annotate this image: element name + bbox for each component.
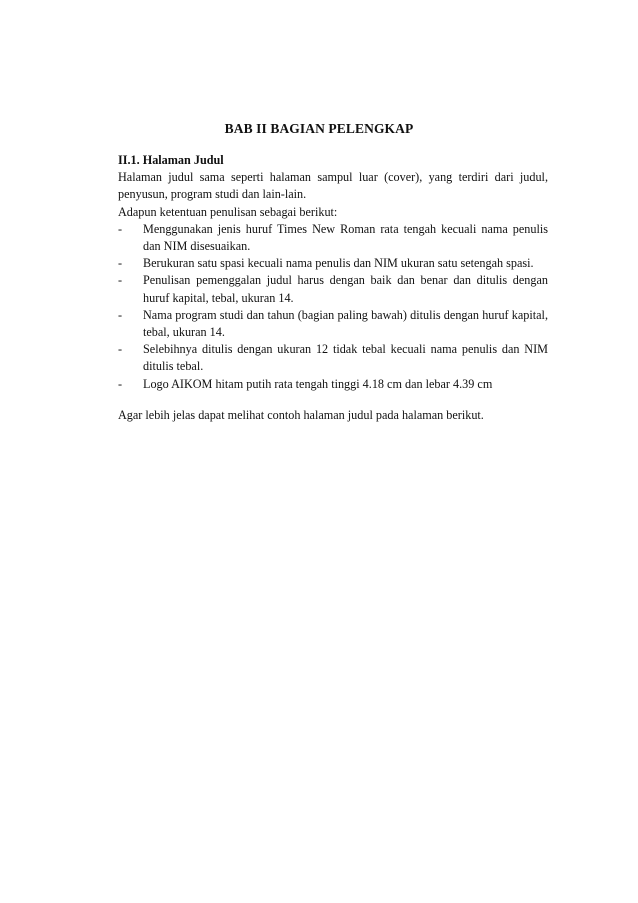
list-item-text: Menggunakan jenis huruf Times New Roman rata tengah kecuali nama penulis dan NIM disesuaikan. <box>143 221 548 254</box>
chapter-title: BAB II BAGIAN PELENGKAP <box>224 121 414 136</box>
list-item <box>118 307 548 341</box>
list-item-text: Berukuran satu spasi kecuali nama penulis dan NIM ukuran satu setengah spasi. <box>143 256 534 271</box>
rules-intro: Adapun ketentuan penulisan sebagai berikut: <box>118 204 338 219</box>
list-item-text: Logo AIKOM hitam putih rata tengah tinggi 4.18 cm dan lebar 4.39 cm <box>143 376 493 391</box>
list-item-text: Penulisan pemenggalan judul harus dengan baik dan benar dan ditulis dengan huruf kapital, tebal, ukuran 14. <box>143 273 548 305</box>
bullet-marker: - <box>118 273 123 288</box>
list-item-text: Selebihnya ditulis dengan ukuran 12 tidak tebal kecuali nama penulis dan NIM ditulis tebal. <box>143 342 548 374</box>
bullet-marker: - <box>118 376 123 391</box>
list-item <box>118 376 548 393</box>
closing-paragraph: Agar lebih jelas dapat melihat contoh halaman judul pada halaman berikut. <box>118 407 484 422</box>
list-item <box>118 272 548 306</box>
bullet-marker: - <box>118 256 123 271</box>
list-item-text: Nama program studi dan tahun (bagian paling bawah) ditulis dengan huruf kapital, tebal, ukuran 14. <box>143 307 548 340</box>
list-item <box>118 255 548 272</box>
list-item <box>118 341 548 375</box>
intro-paragraph: Halaman judul sama seperti halaman sampul luar (cover), yang terdiri dari judul, penyusun, program studi dan lain-lain. <box>118 170 548 202</box>
section-heading: II.1. Halaman Judul <box>118 153 224 167</box>
bullet-marker: - <box>118 221 123 236</box>
page-content <box>118 152 548 424</box>
bullet-marker: - <box>118 307 123 322</box>
list-item <box>118 221 548 255</box>
rules-list <box>118 221 548 393</box>
bullet-marker: - <box>118 342 123 357</box>
